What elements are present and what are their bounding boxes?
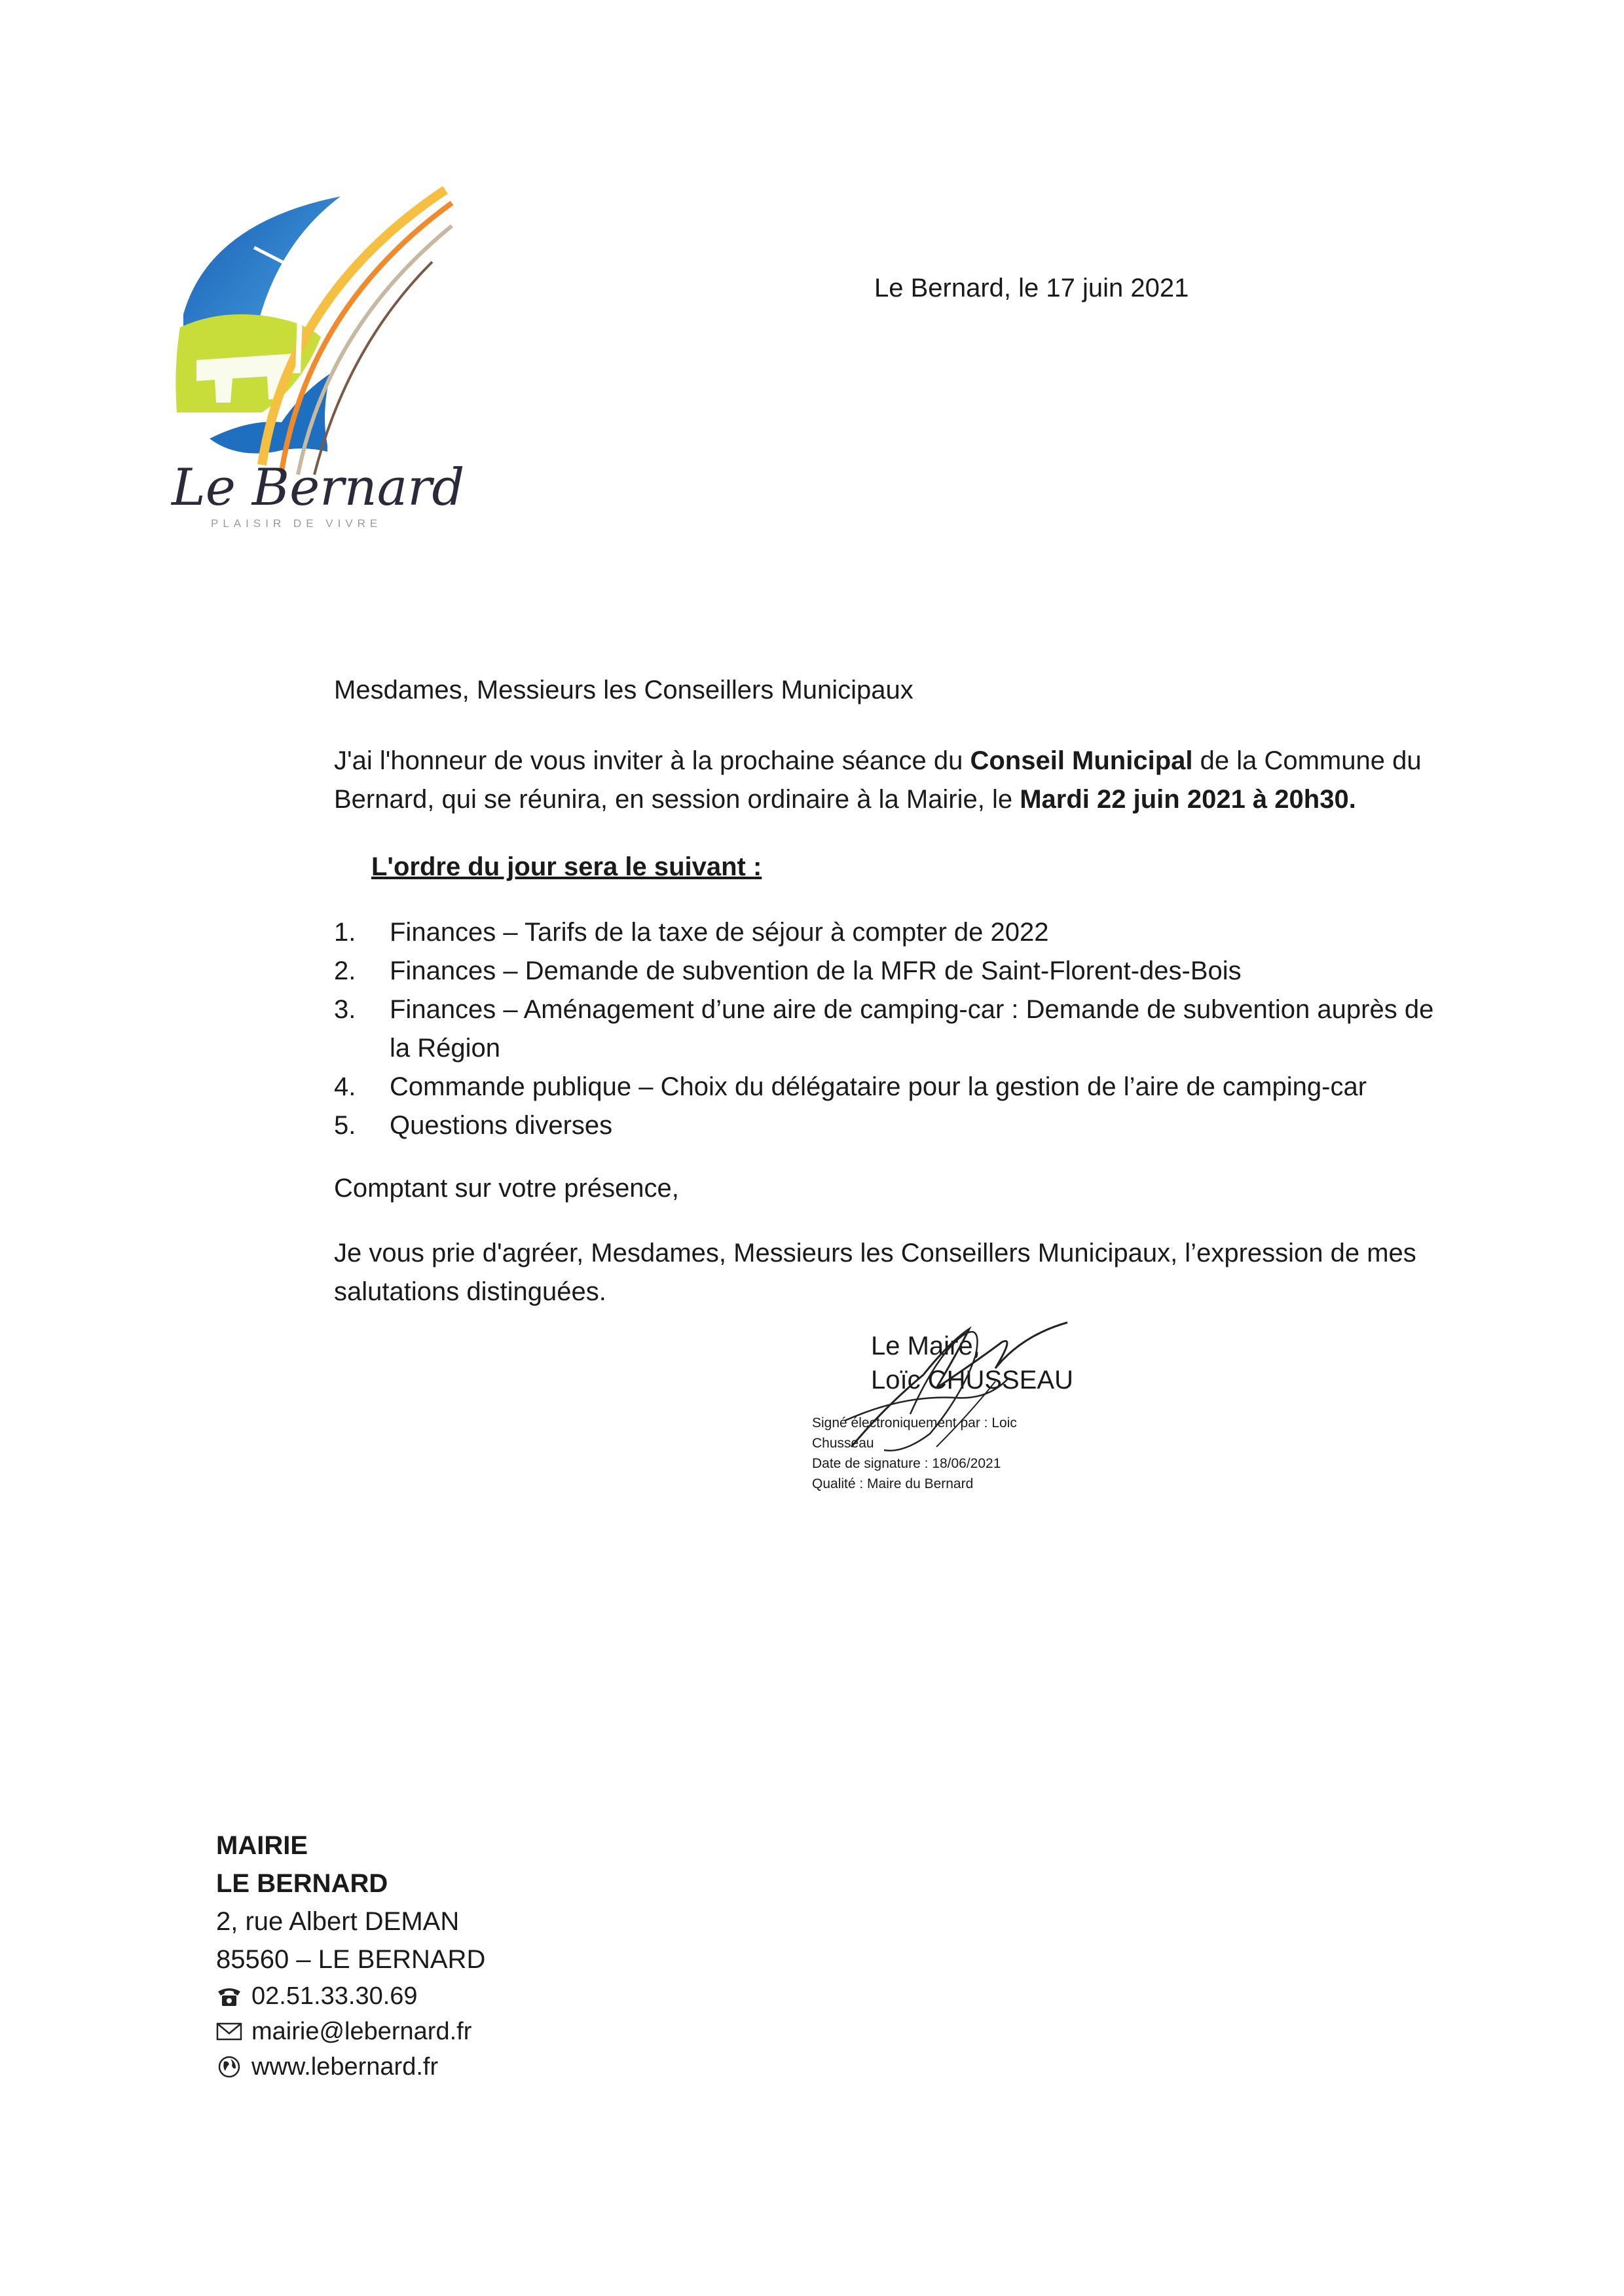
agenda-item-text: Questions diverses [390,1111,613,1140]
footer-address: 2, rue Albert DEMAN [216,1907,460,1936]
agenda-title: L'ordre du jour sera le suivant : [371,852,762,881]
greeting: Mesdames, Messieurs les Conseillers Municipaux [334,676,913,704]
intro-bold-date: Mardi 22 juin 2021 à 20h30. [1020,785,1356,814]
envelope-icon [216,2018,242,2045]
agenda-item [334,1106,1450,1145]
closing-salutation: Je vous prie d'agréer, Mesdames, Messieurs les Conseillers Municipaux, l’expression de mes salutations distinguées. [334,1239,1416,1306]
agenda-item-number: 3. [334,995,356,1024]
logo-tagline: PLAISIR DE VIVRE [211,517,382,530]
intro-bold-council: Conseil Municipal [970,746,1193,775]
agenda-item-text: Commande publique – Choix du délégataire pour la gestion de l’aire de camping-car [390,1072,1367,1101]
agenda-item [334,1068,1450,1106]
phone-icon [216,1983,242,2009]
agenda-item-text: Finances – Aménagement d’une aire de camping-car : Demande de subvention auprès de la Région [390,995,1434,1063]
agenda-list [334,913,1450,1145]
footer-phone-row [216,1978,485,2014]
agenda-item-text: Finances – Tarifs de la taxe de séjour à compter de 2022 [390,918,1049,947]
agenda-item [334,913,1450,952]
footer-line-town: LE BERNARD [216,1869,388,1898]
agenda-item-number: 5. [334,1111,356,1140]
intro-text-2: de la Commune du Bernard, qui se réunira, en session ordinaire à la Mairie, le [334,746,1422,814]
esign-date: Date de signature : 18/06/2021 [812,1456,1001,1471]
logo-name: Le Bernard [172,458,465,517]
electronic-signature-block [812,1413,1087,1494]
footer-phone: 02.51.33.30.69 [251,1982,418,2010]
footer-website-row [216,2049,485,2085]
esign-signed-by: Signé électroniquement par : Loic [812,1415,1017,1430]
agenda-item [334,991,1450,1068]
date-line: Le Bernard, le 17 juin 2021 [874,274,1189,302]
agenda-item [334,952,1450,991]
signature-name: Loïc CHUSSEAU [871,1366,1073,1394]
footer-line-mairie: MAIRIE [216,1831,308,1860]
signature-title: Le Maire, [871,1332,980,1360]
esign-signer-name: Chusseau [812,1436,874,1451]
agenda-item-number: 2. [334,957,356,985]
esign-role: Qualité : Maire du Bernard [812,1476,974,1491]
footer-contact [216,1827,485,2085]
intro-text-1: J'ai l'honneur de vous inviter à la prochaine séance du [334,746,970,775]
agenda-item-number: 4. [334,1072,356,1101]
closing-presence: Comptant sur votre présence, [334,1174,679,1203]
agenda-item-number: 1. [334,918,356,947]
intro-paragraph [334,742,1450,819]
footer-email-row [216,2014,485,2049]
footer-website[interactable]: www.lebernard.fr [251,2053,439,2081]
footer-email[interactable]: mairie@lebernard.fr [251,2018,472,2045]
agenda-item-text: Finances – Demande de subvention de la MFR de Saint-Florent-des-Bois [390,957,1242,985]
footer-city: 85560 – LE BERNARD [216,1945,486,1974]
globe-icon [216,2054,242,2080]
